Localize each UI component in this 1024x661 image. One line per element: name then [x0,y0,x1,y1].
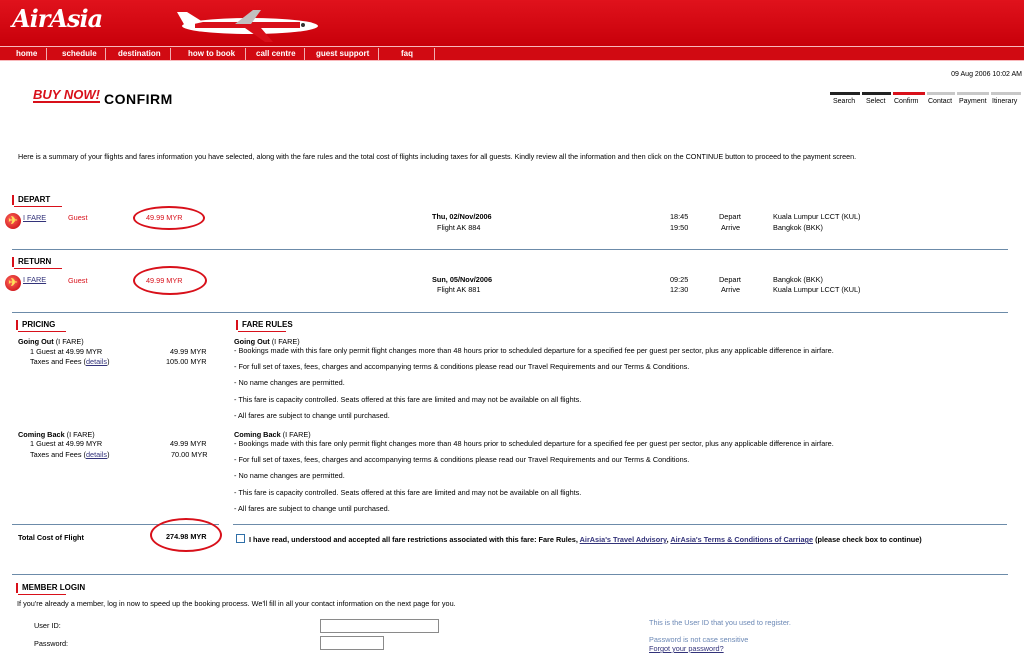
rules-going-list [234,343,1014,424]
step-search: Search [833,98,856,105]
return-time-2: 12:30 [670,285,689,294]
pricing-coming-taxes-value: 70.00 MYR [171,450,208,459]
plane-icon: ✈ [5,275,21,291]
step-payment: Payment [959,98,987,105]
pricing-going-taxes: Taxes and Fees (details) [30,357,110,366]
divider [12,312,1008,313]
step-bar-confirm [893,92,925,95]
rule-item: - No name changes are permitted. [234,471,345,481]
return-time-1: 09:25 [670,275,689,284]
step-contact: Contact [928,98,953,105]
return-guest: Guest [68,276,88,285]
pricing-going-heading: Going Out (I FARE) [18,337,84,346]
airplane-image [175,8,325,44]
nav-home[interactable]: home [16,49,38,58]
return-flight: Flight AK 881 [437,285,481,294]
password-hint: Password is not case sensitive [649,635,749,644]
user-id-input[interactable] [320,619,439,633]
step-bar-contact [927,92,955,95]
airasia-logo[interactable]: AirAsia [12,4,103,33]
travel-advisory-link[interactable]: AirAsia's Travel Advisory [579,535,667,544]
step-bar-payment [957,92,989,95]
rule-item: - All fares are subject to change until purchased. [234,503,390,513]
step-itinerary: Itinerary [992,98,1018,105]
return-fare-link[interactable]: I FARE [23,275,47,284]
divider [12,574,1008,575]
step-bar-search [830,92,860,95]
details-link[interactable]: details [85,450,108,459]
rule-item: - For full set of taxes, fees, charges and accompanying terms & conditions please read our Travel Requirements and our Terms & Conditions. [234,455,690,465]
main-nav [0,46,1024,61]
return-date: Sun, 05/Nov/2006 [432,275,493,284]
terms-conditions-link[interactable]: AirAsia's Terms & Conditions of Carriage [670,535,814,544]
pricing-going-line: 1 Guest at 49.99 MYR [30,347,103,356]
rule-item: - This fare is capacity controlled. Seats offered at this fare are limited and may not be available on all flights. [234,487,582,497]
return-action-2: Arrive [721,285,741,294]
rule-item: - No name changes are permitted. [234,378,345,388]
depart-time-1: 18:45 [670,212,689,221]
depart-action-1: Depart [719,212,741,221]
depart-fare-link[interactable]: I FARE [23,213,47,222]
divider [233,524,1007,525]
timestamp: 09 Aug 2006 10:02 AM [951,71,1022,78]
depart-date: Thu, 02/Nov/2006 [432,212,492,221]
pricing-coming-value: 49.99 MYR [170,439,207,448]
plane-icon: ✈ [5,213,21,229]
member-login-heading: MEMBER LOGIN [16,583,85,593]
page-title: CONFIRM [104,91,173,107]
total-label: Total Cost of Flight [18,533,84,542]
depart-place-2: Bangkok (BKK) [773,223,823,232]
agree-checkbox[interactable] [236,534,245,543]
user-id-label: User ID: [34,621,61,630]
password-input[interactable] [320,636,384,650]
total-value: 274.98 MYR [166,532,207,541]
rule-item: - All fares are subject to change until purchased. [234,410,390,420]
return-place-2: Kuala Lumpur LCCT (KUL) [773,285,861,294]
rule-item: - This fare is capacity controlled. Seats offered at this fare are limited and may not be available on all flights. [234,394,582,404]
fare-rules-heading: FARE RULES [236,320,293,330]
member-login-desc: If you're already a member, log in now to speed up the booking process. We'll fill in all your contact information on the next page for you. [17,599,456,608]
depart-flight: Flight AK 884 [437,223,481,232]
header-banner [0,0,1024,46]
password-label: Password: [34,639,69,648]
step-confirm: Confirm [894,98,919,105]
step-bar-itinerary [991,92,1021,95]
depart-action-2: Arrive [721,223,741,232]
depart-time-2: 19:50 [670,223,689,232]
pricing-heading: PRICING [16,320,55,330]
buy-now-heading: BUY NOW! [33,87,100,102]
return-action-1: Depart [719,275,741,284]
intro-text: Here is a summary of your flights and fares information you have selected, along with the fare rules and the total cost of flights including taxes for all guests. Kindly review all the information and then click on the CONTINUE button to proceed to the payment screen. [18,152,857,161]
nav-call-centre[interactable]: call centre [256,49,296,58]
agreement-text: I have read, understood and accepted all fare restrictions associated with this fare: Fare Rules, AirAsia's Travel Advisory, AirAsia's Terms & Conditions of Carriage (please check box to continue) [249,535,922,544]
return-place-1: Bangkok (BKK) [773,275,823,284]
depart-price: 49.99 MYR [146,213,183,222]
nav-faq[interactable]: faq [401,49,413,58]
nav-destination[interactable]: destination [118,49,161,58]
depart-heading: DEPART [12,195,50,205]
details-link[interactable]: details [85,357,108,366]
pricing-coming-taxes: Taxes and Fees (details) [30,450,110,459]
rules-coming-list [234,436,1014,517]
user-id-hint: This is the User ID that you used to register. [649,618,791,627]
rules-coming-heading: Coming Back (I FARE) [234,430,311,439]
depart-guest: Guest [68,213,88,222]
nav-schedule[interactable]: schedule [62,49,97,58]
pricing-going-taxes-value: 105.00 MYR [166,357,207,366]
step-bar-select [862,92,891,95]
return-heading: RETURN [12,257,51,267]
rules-going-heading: Going Out (I FARE) [234,337,300,346]
pricing-coming-line: 1 Guest at 49.99 MYR [30,439,103,448]
nav-how-to-book[interactable]: how to book [188,49,236,58]
pricing-going-value: 49.99 MYR [170,347,207,356]
rule-item: - Bookings made with this fare only permit flight changes more than 48 hours prior to scheduled departure for a specified fee per guest per sector, plus any applicable difference in airfare. [234,346,834,355]
step-select: Select [866,98,886,105]
forgot-password-link[interactable]: Forgot your password? [649,644,724,653]
pricing-coming-heading: Coming Back (I FARE) [18,430,95,439]
rule-item: - Bookings made with this fare only permit flight changes more than 48 hours prior to scheduled departure for a specified fee per guest per sector, plus any applicable difference in airfare. [234,439,834,448]
return-price: 49.99 MYR [146,276,183,285]
nav-guest-support[interactable]: guest support [316,49,370,58]
depart-place-1: Kuala Lumpur LCCT (KUL) [773,212,861,221]
rule-item: - For full set of taxes, fees, charges and accompanying terms & conditions please read our Travel Requirements and our Terms & Conditions. [234,362,690,372]
divider [12,249,1008,250]
